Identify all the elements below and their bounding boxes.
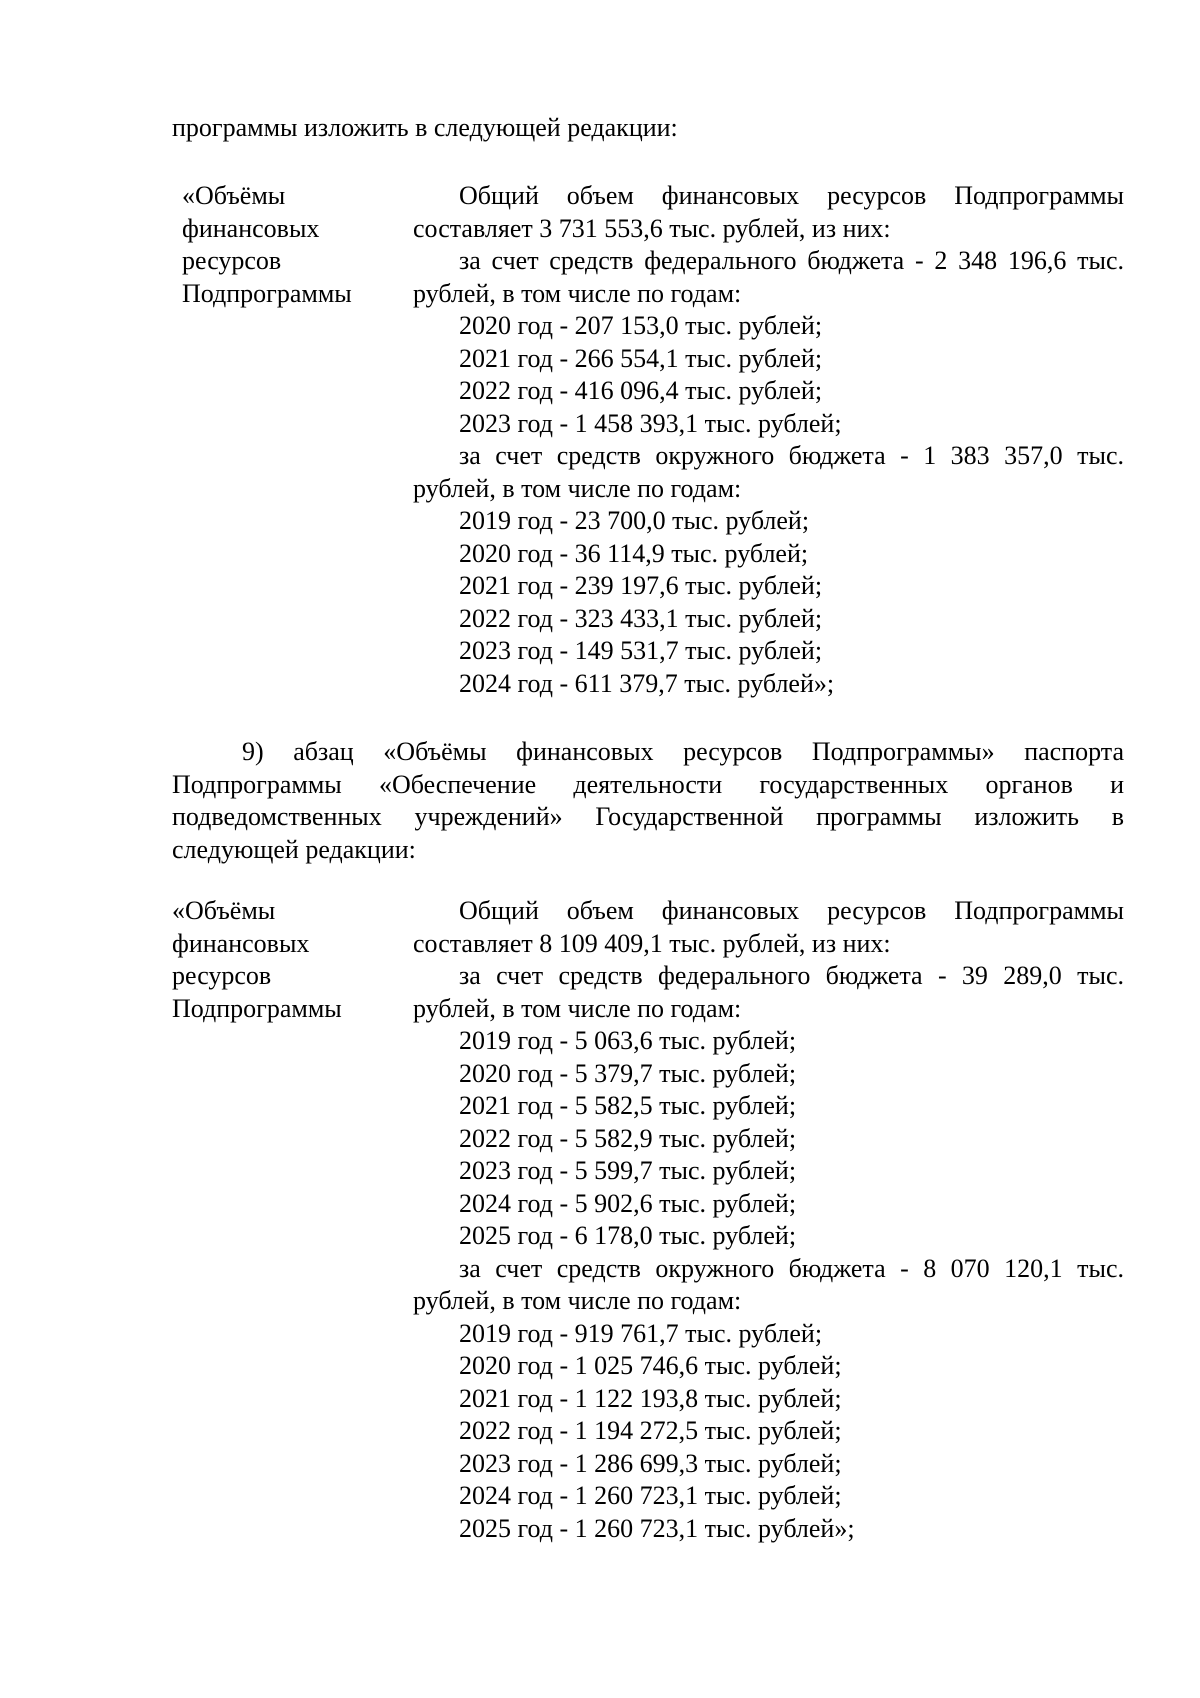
label-line: Подпрограммы (172, 993, 342, 1023)
finance-block-1-label (182, 180, 382, 310)
year-line: 2020 год - 36 114,9 тыс. рублей; (459, 538, 809, 568)
year-line: 2020 год - 5 379,7 тыс. рублей; (459, 1058, 797, 1088)
year-line: 2019 год - 5 063,6 тыс. рублей; (459, 1026, 797, 1055)
year-line: 2021 год - 1 122 193,8 тыс. рублей; (459, 1383, 842, 1413)
district-budget-text: за счет средств окружного бюджета - 1 383 357,0 тыс. рублей, в том числе по годам: (413, 441, 1124, 503)
finance-block-1-content (413, 180, 1124, 700)
item-9-paragraph: 9) абзац «Объёмы финансовых ресурсов Подпрограммы» паспорта Подпрограммы «Обеспечение деятельности государственных органов и подведомственных учреждений» Государственной программы изложить в следующей редакции: (172, 737, 1124, 864)
federal-budget-text: за счет средств федерального бюджета - 2 348 196,6 тыс. рублей, в том числе по годам: (413, 246, 1124, 308)
year-line: 2025 год - 1 260 723,1 тыс. рублей»; (459, 1513, 855, 1543)
year-line: 2023 год - 5 599,7 тыс. рублей; (459, 1156, 797, 1185)
year-line: 2022 год - 323 433,1 тыс. рублей; (459, 603, 823, 633)
year-line: 2024 год - 5 902,6 тыс. рублей; (459, 1188, 797, 1218)
year-line: 2020 год - 1 025 746,6 тыс. рублей; (459, 1351, 842, 1380)
label-line: «Объёмы (172, 896, 276, 925)
label-line: ресурсов (172, 961, 272, 990)
label-line: ресурсов (182, 246, 282, 275)
year-line: 2022 год - 416 096,4 тыс. рублей; (459, 376, 823, 405)
year-line: 2019 год - 23 700,0 тыс. рублей; (459, 506, 810, 535)
total-amount-text: Общий объем финансовых ресурсов Подпрограммы составляет 3 731 553,6 тыс. рублей, из них: (413, 181, 1124, 243)
label-line: «Объёмы (182, 181, 286, 210)
label-line: Подпрограммы (182, 278, 352, 308)
year-line: 2022 год - 5 582,9 тыс. рублей; (459, 1123, 797, 1153)
year-line: 2024 год - 611 379,7 тыс. рублей»; (459, 668, 835, 698)
year-line: 2023 год - 149 531,7 тыс. рублей; (459, 636, 823, 665)
finance-block-2-label (172, 895, 372, 1025)
year-line: 2021 год - 266 554,1 тыс. рублей; (459, 343, 823, 373)
year-line: 2025 год - 6 178,0 тыс. рублей; (459, 1221, 797, 1250)
total-amount-text: Общий объем финансовых ресурсов Подпрограммы составляет 8 109 409,1 тыс. рублей, из них: (413, 896, 1124, 958)
federal-budget-text: за счет средств федерального бюджета - 39 289,0 тыс. рублей, в том числе по годам: (413, 961, 1124, 1023)
year-line: 2022 год - 1 194 272,5 тыс. рублей; (459, 1416, 842, 1445)
year-line: 2019 год - 919 761,7 тыс. рублей; (459, 1318, 823, 1348)
district-budget-text: за счет средств окружного бюджета - 8 070 120,1 тыс. рублей, в том числе по годам: (413, 1253, 1124, 1315)
finance-block-2-content (413, 895, 1124, 1545)
label-line: финансовых (172, 928, 310, 958)
year-line: 2021 год - 5 582,5 тыс. рублей; (459, 1091, 797, 1120)
year-line: 2024 год - 1 260 723,1 тыс. рублей; (459, 1481, 842, 1510)
year-line: 2023 год - 1 286 699,3 тыс. рублей; (459, 1448, 842, 1478)
year-line: 2021 год - 239 197,6 тыс. рублей; (459, 571, 823, 600)
year-line: 2023 год - 1 458 393,1 тыс. рублей; (459, 408, 842, 438)
label-line: финансовых (182, 213, 320, 243)
intro-paragraph: программы изложить в следующей редакции: (172, 113, 678, 142)
year-line: 2020 год - 207 153,0 тыс. рублей; (459, 311, 823, 340)
